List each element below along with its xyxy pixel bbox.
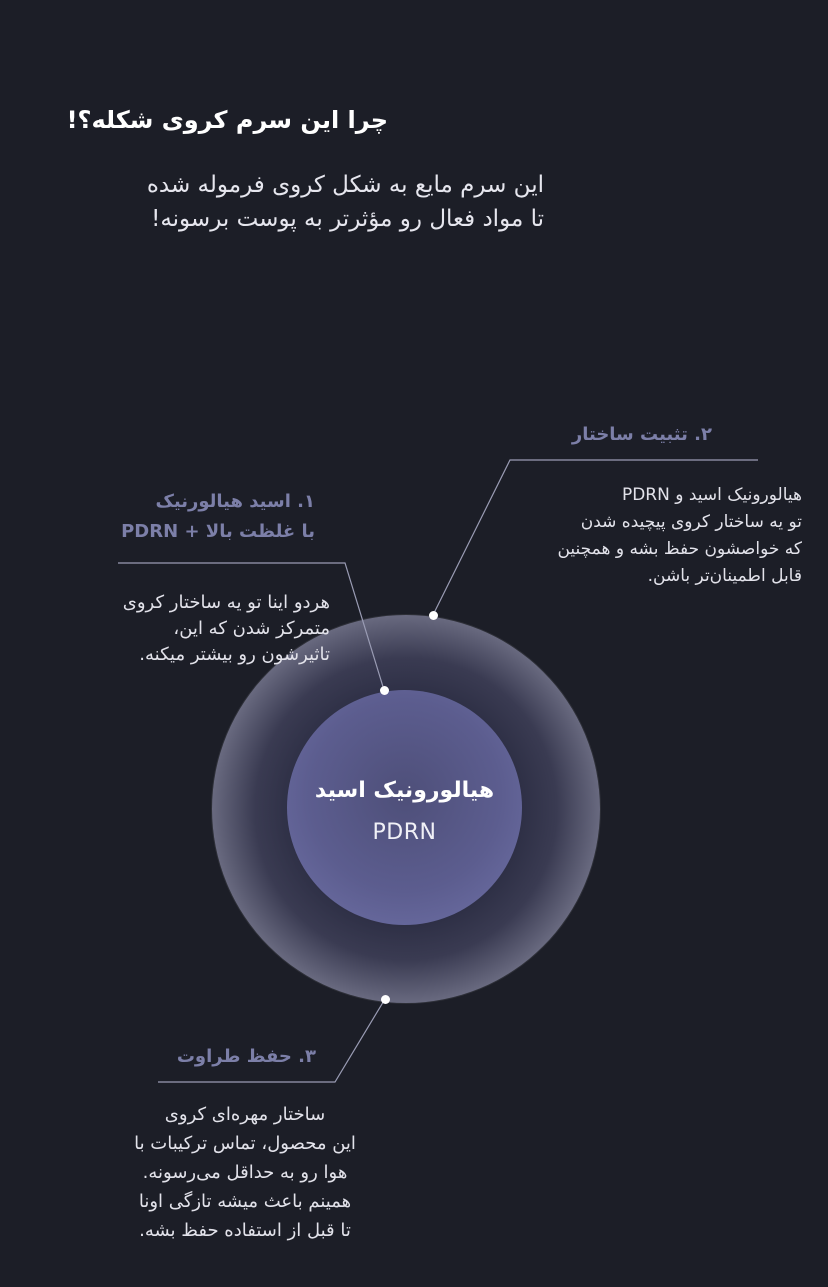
- connector-dot-2: [429, 611, 438, 620]
- feature-3-heading-line: ۳. حفظ طراوت: [176, 1046, 316, 1067]
- feature-1-body-line: تاثیرشون رو بیشتر میکنه.: [139, 644, 330, 665]
- feature-1-heading-line: با غلظت بالا + PDRN: [121, 521, 315, 542]
- feature-3-body-line: هوا رو به حداقل می‌رسونه.: [142, 1162, 348, 1183]
- feature-2-body-line: که خواصشون حفظ بشه و همچنین: [557, 539, 802, 559]
- feature-3-body-line: همینم باعث میشه تازگی اونا: [138, 1191, 352, 1212]
- feature-1-body-line: متمرکز شدن که این،: [173, 618, 330, 639]
- page-title: چرا این سرم کروی شکله؟!: [66, 106, 388, 134]
- feature-3-body: [95, 1100, 395, 1245]
- feature-1-heading: [100, 487, 315, 547]
- feature-3-body-line: تا قبل از استفاده حفظ بشه.: [139, 1220, 351, 1241]
- center-subtitle: PDRN: [372, 820, 437, 845]
- feature-2-body: [470, 482, 802, 590]
- feature-2-body-line: قابل اطمینان‌تر باشن.: [647, 566, 802, 586]
- connector-dot-3: [381, 995, 390, 1004]
- feature-2-heading-line: ۲. تثبیت ساختار: [571, 424, 712, 445]
- intro-line: این سرم مایع به شکل کروی فرموله شده: [146, 172, 544, 198]
- feature-3-body-line: این محصول، تماس ترکیبات با: [134, 1133, 356, 1154]
- intro-line: تا مواد فعال رو مؤثرتر به پوست برسونه!: [151, 206, 544, 232]
- feature-3-body-line: ساختار مهره‌ای کروی: [164, 1104, 326, 1125]
- feature-2-heading: [520, 421, 712, 449]
- connector-dot-1: [380, 686, 389, 695]
- center-title: هیالورونیک اسید: [314, 778, 495, 803]
- feature-2-body-line: هیالورونیک اسید و PDRN: [621, 485, 802, 505]
- feature-1-heading-line: ۱. اسید هیالورنیک: [155, 491, 315, 512]
- feature-3-heading: [150, 1043, 316, 1071]
- feature-1-body-line: هردو اینا تو یه ساختار کروی: [122, 592, 330, 613]
- feature-1-body: [24, 590, 330, 668]
- feature-2-body-line: تو یه ساختار کروی پیچیده شدن: [580, 512, 802, 532]
